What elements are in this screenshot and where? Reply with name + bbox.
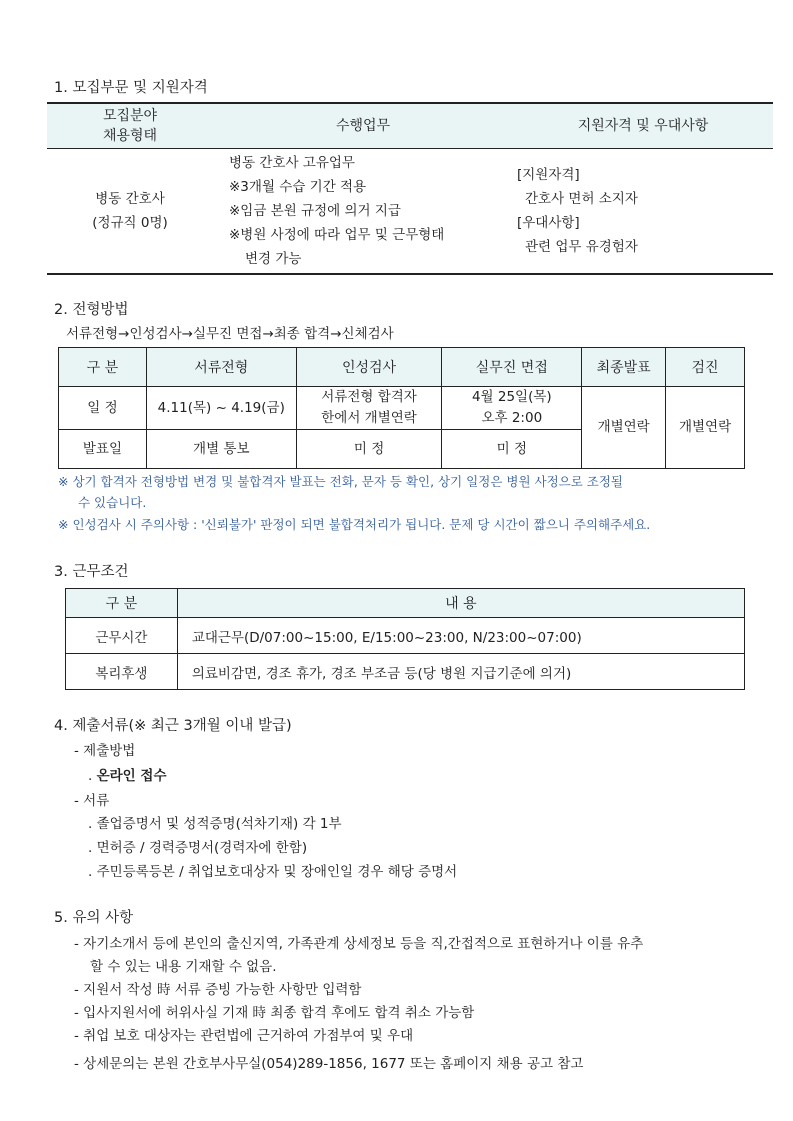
row-label: 일 정 <box>59 387 147 430</box>
note-2: ※ 인성검사 시 주의사항 : '신뢰불가' 판정이 되면 불합격처리가 됩니다. 문제 당 시간이 짧으니 주의해주세요. <box>58 517 651 532</box>
interview-schedule <box>442 387 582 430</box>
header-quals: 지원자격 및 우대사항 <box>513 103 773 149</box>
field-cell <box>47 149 213 275</box>
method-value: 온라인 접수 <box>96 768 167 784</box>
header-category: 구 분 <box>59 348 147 387</box>
notice-item-cont: 할 수 있는 내용 기재할 수 없음. <box>90 959 277 975</box>
doc-item: . 주민등록등본 / 취업보호대상자 및 장애인일 경우 해당 증명서 <box>88 864 458 880</box>
section-1-title: 1. 모집부문 및 지원자격 <box>54 80 208 96</box>
notice-item: - 자기소개서 등에 본인의 출신지역, 가족관계 상세정보 등을 직,간접적으로 표현하거나 이를 유추 <box>74 936 644 952</box>
row-content: 교대근무(D/07:00~15:00, E/15:00~23:00, N/23:00~07:00) <box>177 618 744 654</box>
table-row <box>59 387 745 430</box>
table-row <box>47 149 773 275</box>
docs-label: - 서류 <box>74 793 110 809</box>
qual-item: 관련 업무 유경험자 <box>525 239 638 255</box>
aptitude-line1: 서류전형 합격자 <box>321 389 417 405</box>
exam-schedule: 개별연락 <box>666 387 745 469</box>
header-doc: 서류전형 <box>146 348 296 387</box>
method-prefix: . <box>88 768 93 784</box>
quals-cell <box>513 149 773 275</box>
table-row <box>66 654 745 690</box>
row-content: 의료비감면, 경조 휴가, 경조 부조금 등(당 병원 지급기준에 의거) <box>177 654 744 690</box>
method-label: - 제출방법 <box>74 743 136 759</box>
header-field-line1: 모집분야 <box>102 108 158 124</box>
notice-item: - 취업 보호 대상자는 관련법에 근거하여 가점부여 및 우대 <box>74 1028 414 1044</box>
notice-item: - 상세문의는 본원 간호부사무실(054)289-1856, 1677 또는 홈페이지 채용 공고 참고 <box>74 1056 584 1072</box>
header-content: 내 용 <box>177 589 744 618</box>
row-label: 근무시간 <box>66 618 178 654</box>
qual-item: 간호사 면허 소지자 <box>525 191 638 207</box>
table-row <box>66 618 745 654</box>
section-2-title: 2. 전형방법 <box>54 302 129 318</box>
aptitude-schedule <box>296 387 442 430</box>
duty-item: 병동 간호사 고유업무 <box>229 155 355 171</box>
row-label: 발표일 <box>59 430 147 469</box>
notice-item: - 입사지원서에 허위사실 기재 時 최종 합격 후에도 합격 취소 가능함 <box>74 1005 475 1021</box>
note-1: ※ 상기 합격자 전형방법 변경 및 불합격자 발표는 전화, 문자 등 확인, 상기 일정은 병원 사정으로 조정될 <box>58 474 623 489</box>
section-3-title: 3. 근무조건 <box>54 564 129 580</box>
qual-item: [우대사항] <box>517 215 580 231</box>
notice-item: - 지원서 작성 時 서류 증빙 가능한 사항만 입력함 <box>74 982 362 998</box>
duty-item: 변경 가능 <box>245 251 302 267</box>
field-name: 병동 간호사 <box>95 191 165 207</box>
note-1-cont: 수 있습니다. <box>78 495 147 510</box>
header-field <box>47 103 213 149</box>
header-field-line2: 채용형태 <box>102 128 158 144</box>
header-final: 최종발표 <box>582 348 666 387</box>
method-line <box>88 764 167 784</box>
field-type: (정규직 0명) <box>92 215 168 231</box>
aptitude-line2: 한에서 개별연락 <box>321 410 417 426</box>
section-4-title: 4. 제출서류(※ 최근 3개월 이내 발급) <box>54 718 292 734</box>
process-flow: 서류전형→인성검사→실무진 면접→최종 합격→신체검사 <box>66 326 394 342</box>
recruit-table <box>47 102 773 275</box>
interview-time: 오후 2:00 <box>481 410 543 426</box>
qual-item: [지원자격] <box>517 167 580 183</box>
final-schedule: 개별연락 <box>582 387 666 469</box>
doc-item: . 면허증 / 경력증명서(경력자에 한함) <box>88 840 308 856</box>
section-5-title: 5. 유의 사항 <box>54 910 134 926</box>
header-interview: 실무진 면접 <box>442 348 582 387</box>
header-exam: 검진 <box>666 348 745 387</box>
duty-item: ※3개월 수습 기간 적용 <box>229 179 367 195</box>
selection-table <box>58 347 745 469</box>
interview-announce: 미 정 <box>442 430 582 469</box>
header-duties: 수행업무 <box>213 103 513 149</box>
doc-schedule: 4.11(목) ~ 4.19(금) <box>146 387 296 430</box>
header-category: 구 분 <box>66 589 178 618</box>
doc-item: . 졸업증명서 및 성적증명(석차기재) 각 1부 <box>88 816 342 832</box>
duties-cell <box>213 149 513 275</box>
header-aptitude: 인성검사 <box>296 348 442 387</box>
row-label: 복리후생 <box>66 654 178 690</box>
interview-date: 4월 25일(목) <box>471 389 552 405</box>
conditions-table <box>65 588 745 690</box>
duty-item: ※임금 본원 규정에 의거 지급 <box>229 203 401 219</box>
duty-item: ※병원 사정에 따라 업무 및 근무형태 <box>229 227 445 243</box>
aptitude-announce: 미 정 <box>296 430 442 469</box>
doc-announce: 개별 통보 <box>146 430 296 469</box>
